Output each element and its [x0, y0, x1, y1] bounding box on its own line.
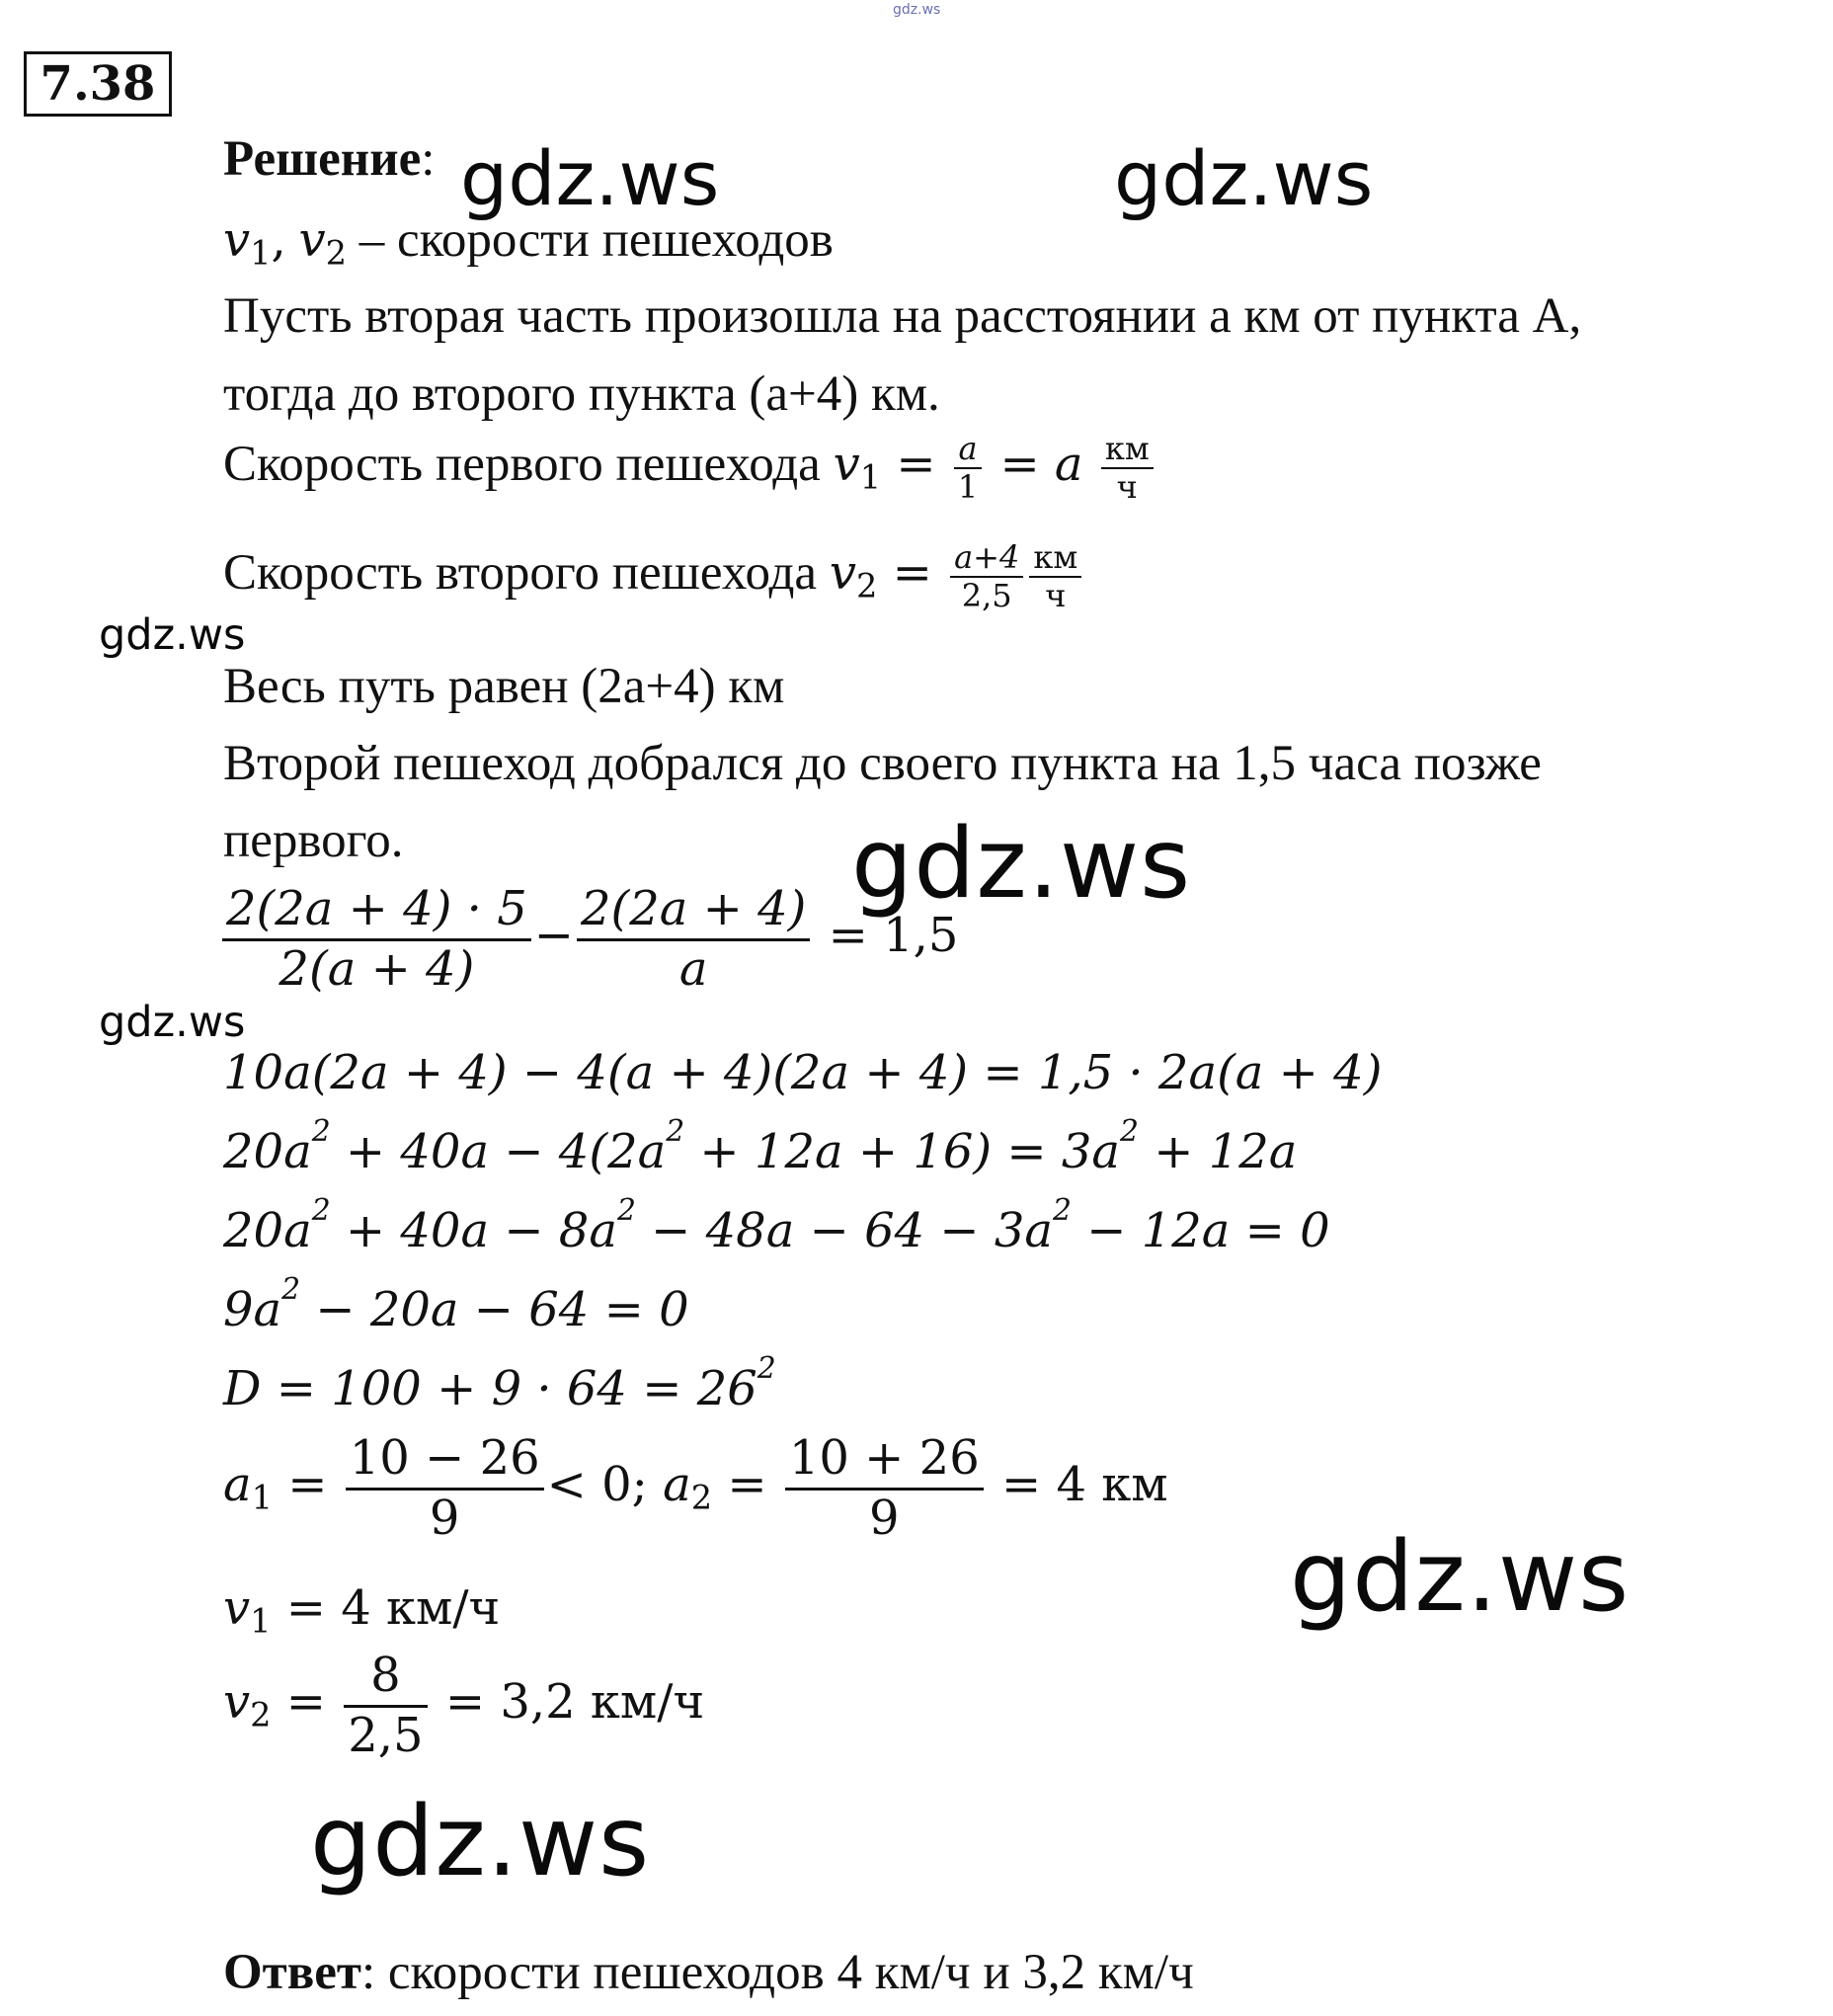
speed-first-line	[223, 430, 1156, 506]
problem-number-badge: 7.38	[24, 51, 172, 117]
answer-line	[223, 1945, 1194, 2000]
watermark-left-1: gdz.ws	[99, 610, 246, 660]
fraction-1: $\frac{2(2a + 4) \cdot 5}{2(a + 4)}$	[222, 885, 531, 993]
fraction-8-over-2-5: $\frac{8}{2,5}$	[344, 1652, 427, 1759]
watermark-tiny: gdz.ws	[893, 2, 941, 18]
assumption-line-1: Пусть вторая часть произошла на расстоянии а км от пункта А,	[223, 288, 1582, 344]
equation-1: $\frac{2(2a + 4) \cdot 5}{2(a + 4)}$ − $\frac{2(2a + 4)}{a}$ = 1,5	[219, 885, 958, 993]
v2-symbol: $v_2$	[298, 212, 348, 273]
answer-label: Ответ	[223, 1945, 361, 2000]
equation-2: 10a(2a + 4) − 4(a + 4)(2a + 4) = 1,5 · 2a(a + 4)	[223, 1045, 1383, 1100]
fraction-2: $\frac{2(2a + 4)}{a}$	[577, 885, 810, 993]
speeds-definition-line	[223, 212, 834, 273]
speeds-definition-text: – скорости пешеходов	[359, 212, 834, 268]
solution-heading	[223, 131, 436, 187]
assumption-line-2: тогда до второго пункта (а+4) км.	[223, 366, 940, 422]
speed-second-formula: $v_2$ = $\frac{a+4}{2,5}$ $\frac{км}{ч}$	[830, 545, 1084, 601]
equation-4: $20a^2 + 40a - 8a^2 - 48a - 64 - 3a^2 - 12a = 0$	[223, 1193, 1330, 1258]
watermark-bottom: gdz.ws	[310, 1786, 651, 1898]
equation-3: $20a^2 + 40a - 4(2a^2 + 12a + 16) = 3a^2 + 12a$	[223, 1114, 1298, 1179]
fraction-km-per-h: $\frac{км}{ч}$	[1029, 541, 1081, 611]
solution-colon: :	[421, 131, 436, 187]
speed-second-line	[223, 538, 1084, 614]
later-line-1: Второй пешеход добрался до своего пункта на 1,5 часа позже	[223, 736, 1542, 791]
v2-result: $v_2$ = $\frac{8}{2,5}$ = 3,2 км/ч	[223, 1648, 705, 1763]
equation-5: $9a^2 - 20a - 64 = 0$	[223, 1272, 689, 1337]
roots-line: $a_1$ = $\frac{10 - 26}{9}$ < 0; $a_2$ = $\frac{10 + 26}{9}$ = 4 км	[223, 1430, 1168, 1546]
watermark-header-1: gdz.ws	[460, 134, 720, 222]
comma: ,	[271, 212, 286, 268]
fraction-a2: $\frac{10 + 26}{9}$	[785, 1434, 984, 1542]
discriminant: $D = 100 + 9 \cdot 64 = 26^2$	[223, 1351, 776, 1416]
answer-text: : скорости пешеходов 4 км/ч и 3,2 км/ч	[360, 1945, 1194, 2000]
v1-result: $v_1 = 4$ км/ч	[223, 1580, 501, 1641]
fraction-a-over-1: $\frac{a}{1}$	[954, 433, 982, 503]
v1-symbol: $v_1$	[223, 212, 272, 273]
watermark-center: gdz.ws	[851, 808, 1192, 921]
watermark-right: gdz.ws	[1290, 1521, 1631, 1634]
speed-first-formula: $v_1$ = $\frac{a}{1}$ = a $\frac{км}{ч}$	[834, 437, 1156, 492]
fraction-km-per-h: $\frac{км}{ч}$	[1101, 433, 1154, 503]
watermark-header-2: gdz.ws	[1114, 134, 1374, 222]
watermark-left-2: gdz.ws	[99, 998, 246, 1047]
later-line-2: первого.	[223, 813, 404, 868]
fraction-a1: $\frac{10 - 26}{9}$	[346, 1434, 544, 1542]
speed-second-label: Скорость второго пешехода	[223, 545, 818, 601]
whole-path-line: Весь путь равен (2а+4) км	[223, 659, 785, 714]
speed-first-label: Скорость первого пешехода	[223, 437, 821, 492]
solution-label: Решение	[223, 131, 422, 187]
fraction-a-plus-4-over-2-5: $\frac{a+4}{2,5}$	[950, 541, 1023, 611]
